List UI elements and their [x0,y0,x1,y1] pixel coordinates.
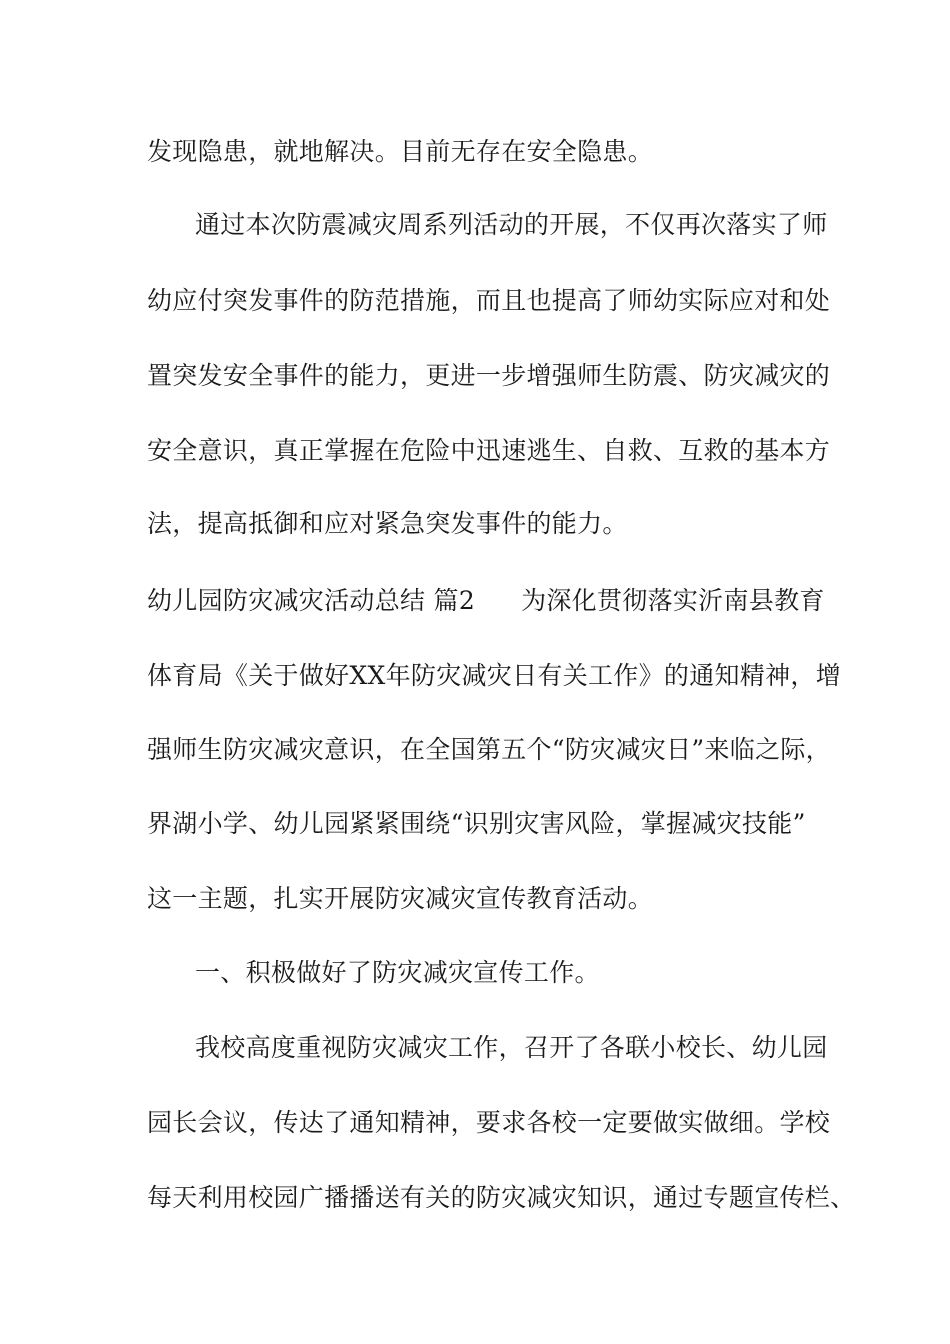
text-line: 体育局《关于做好XX年防灾减灾日有关工作》的通知精神，增 [147,661,841,690]
text-line: 强师生防灾减灾意识，在全国第五个“防灾减灾日”来临之际， [147,735,831,764]
text-line: 法，提高抵御和应对紧急突发事件的能力。 [147,509,628,538]
text-line: 通过本次防震减灾周系列活动的开展，不仅再次落实了师 [195,210,828,239]
section-heading: 幼儿园防灾减灾活动总结 篇2 [147,586,476,615]
text-line: 为深化贯彻落实沂南县教育 [521,586,825,615]
text-line: 园长会议，传达了通知精神，要求各校一定要做实做细。学校 [147,1108,831,1137]
subheading: 一、积极做好了防灾减灾宣传工作。 [195,958,600,987]
text-line: 我校高度重视防灾减灾工作，召开了各联小校长、幼儿园 [195,1033,828,1062]
text-line: 安全意识，真正掌握在危险中迅速逃生、自救、互救的基本方 [147,436,831,465]
text-line: 发现隐患，就地解决。目前无存在安全隐患。 [147,137,654,166]
text-line: 置突发安全事件的能力，更进一步增强师生防震、防灾减灾的 [147,361,831,390]
text-line: 每天利用校园广播播送有关的防灾减灾知识，通过专题宣传栏、 [147,1183,856,1212]
text-line: 界湖小学、幼儿园紧紧围绕“识别灾害风险，掌握减灾技能” [147,809,806,838]
text-line: 幼应付突发事件的防范措施，而且也提高了师幼实际应对和处 [147,286,831,315]
section-heading-line [147,584,825,618]
text-line: 这一主题，扎实开展防灾减灾宣传教育活动。 [147,884,654,913]
